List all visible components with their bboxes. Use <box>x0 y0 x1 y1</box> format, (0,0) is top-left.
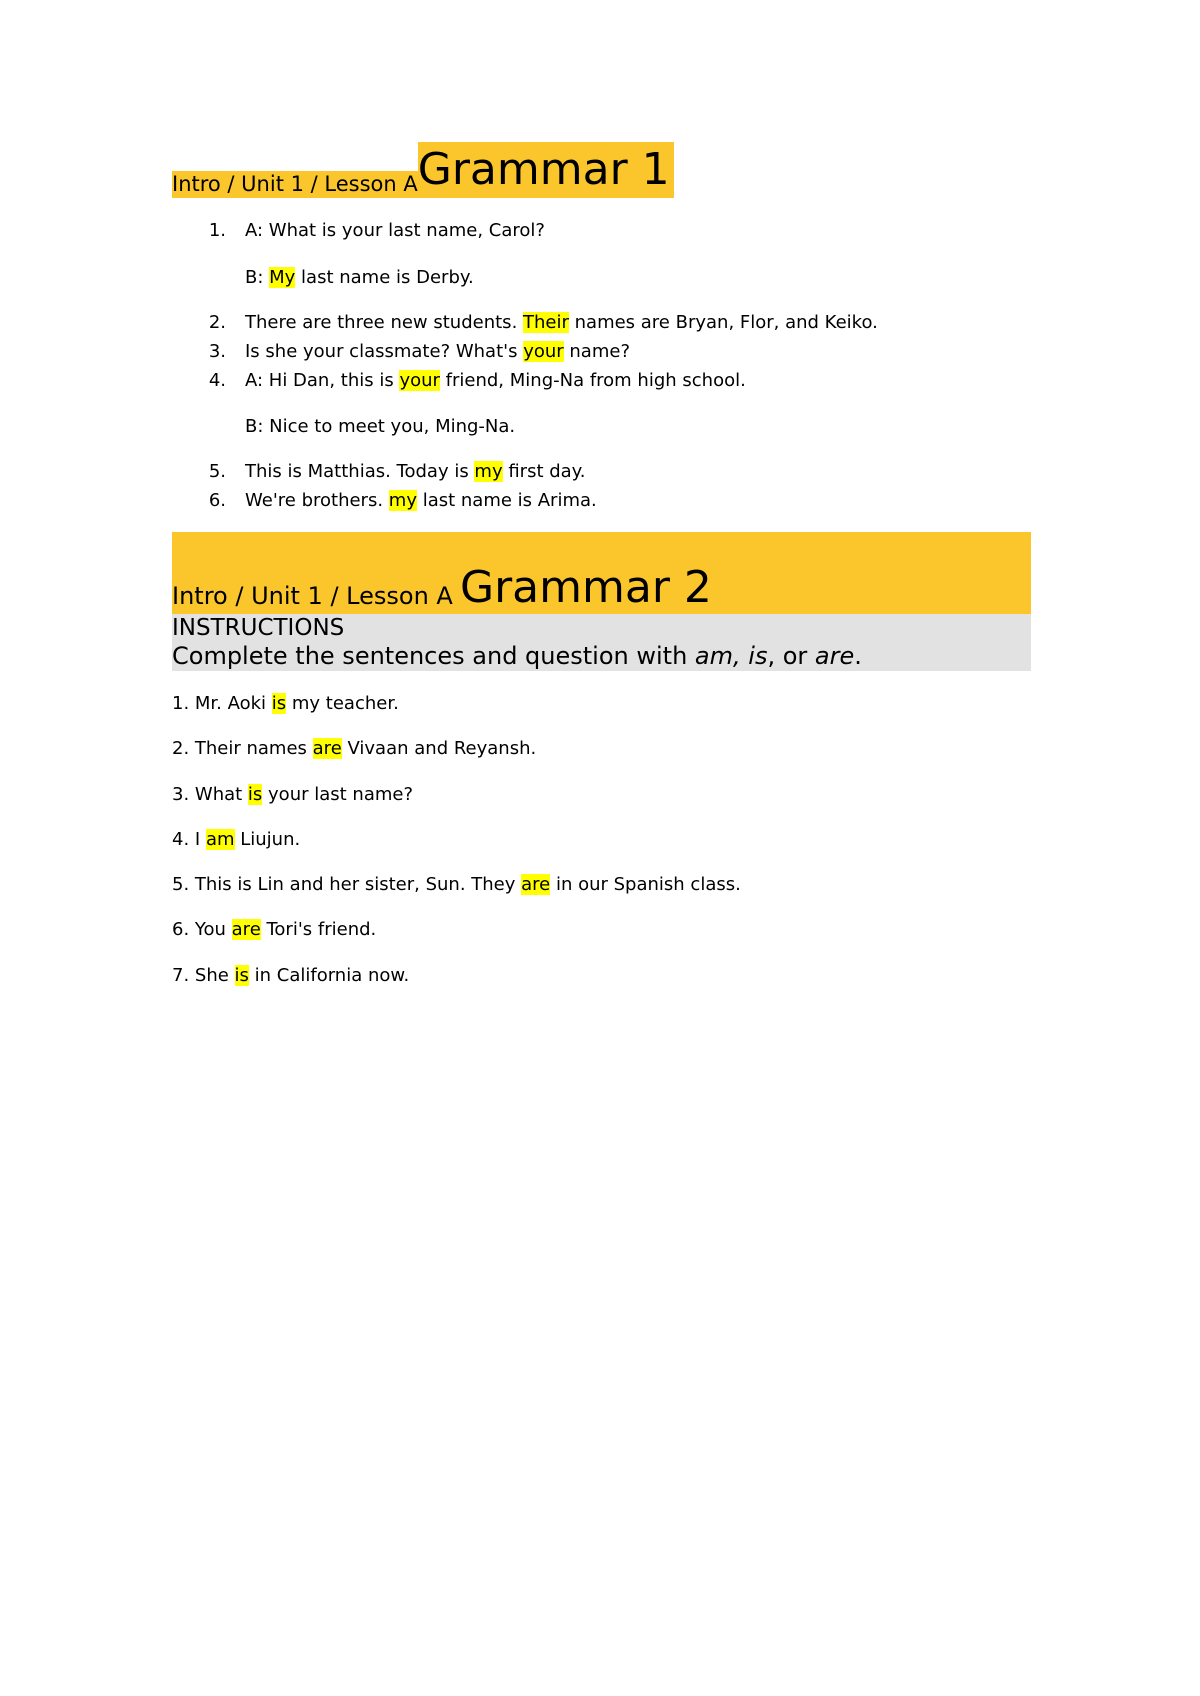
grammar1-heading <box>172 142 674 198</box>
list-item: A: What is your last name, Carol? <box>245 220 545 241</box>
answer-highlight: my <box>388 490 417 511</box>
list-item: This is Matthias. Today is my first day. <box>245 461 586 482</box>
answer-highlight: My <box>269 267 296 288</box>
instructions-text: Complete the sentences and question with am, is, or are. <box>172 642 862 670</box>
list-item: Is she your classmate? What's your name? <box>245 341 630 362</box>
answer-highlight: my <box>474 461 503 482</box>
grammar2-heading-path: Intro / Unit 1 / Lesson A <box>172 582 453 610</box>
answer-highlight: are <box>521 874 551 895</box>
answer-highlight: is <box>271 693 287 714</box>
list-item: 7. She is in California now. <box>172 965 410 986</box>
list-item: 2. Their names are Vivaan and Reyansh. <box>172 738 537 759</box>
list-item: 4. I am Liujun. <box>172 829 301 850</box>
list-item: A: Hi Dan, this is your friend, Ming-Na from high school. <box>245 370 746 391</box>
list-item-number: 3. <box>208 341 226 362</box>
list-item: B: Nice to meet you, Ming-Na. <box>245 416 516 437</box>
grammar1-heading-title: Grammar 1 <box>418 142 674 198</box>
list-item: 5. This is Lin and her sister, Sun. They are in our Spanish class. <box>172 874 741 895</box>
list-item-number: 6. <box>208 490 226 511</box>
list-item-number: 4. <box>208 370 226 391</box>
list-item: We're brothers. my last name is Arima. <box>245 490 597 511</box>
answer-highlight: am <box>205 829 235 850</box>
answer-highlight: are <box>231 919 261 940</box>
answer-highlight: your <box>523 341 564 362</box>
list-item: 6. You are Tori's friend. <box>172 919 377 940</box>
list-item: B: My last name is Derby. <box>245 267 474 288</box>
answer-highlight: your <box>399 370 440 391</box>
answer-highlight: is <box>247 784 263 805</box>
grammar1-heading-path: Intro / Unit 1 / Lesson A <box>172 172 418 196</box>
answer-highlight: Their <box>523 312 569 333</box>
list-item-number: 5. <box>208 461 226 482</box>
list-item: 1. Mr. Aoki is my teacher. <box>172 693 399 714</box>
grammar2-heading-title: Grammar 2 <box>460 562 712 613</box>
instructions-title: INSTRUCTIONS <box>172 615 345 641</box>
list-item: There are three new students. Their names are Bryan, Flor, and Keiko. <box>245 312 878 333</box>
list-item: 3. What is your last name? <box>172 784 414 805</box>
answer-highlight: are <box>312 738 342 759</box>
answer-highlight: is <box>234 965 249 986</box>
list-item-number: 2. <box>208 312 226 333</box>
list-item-number: 1. <box>208 220 226 241</box>
